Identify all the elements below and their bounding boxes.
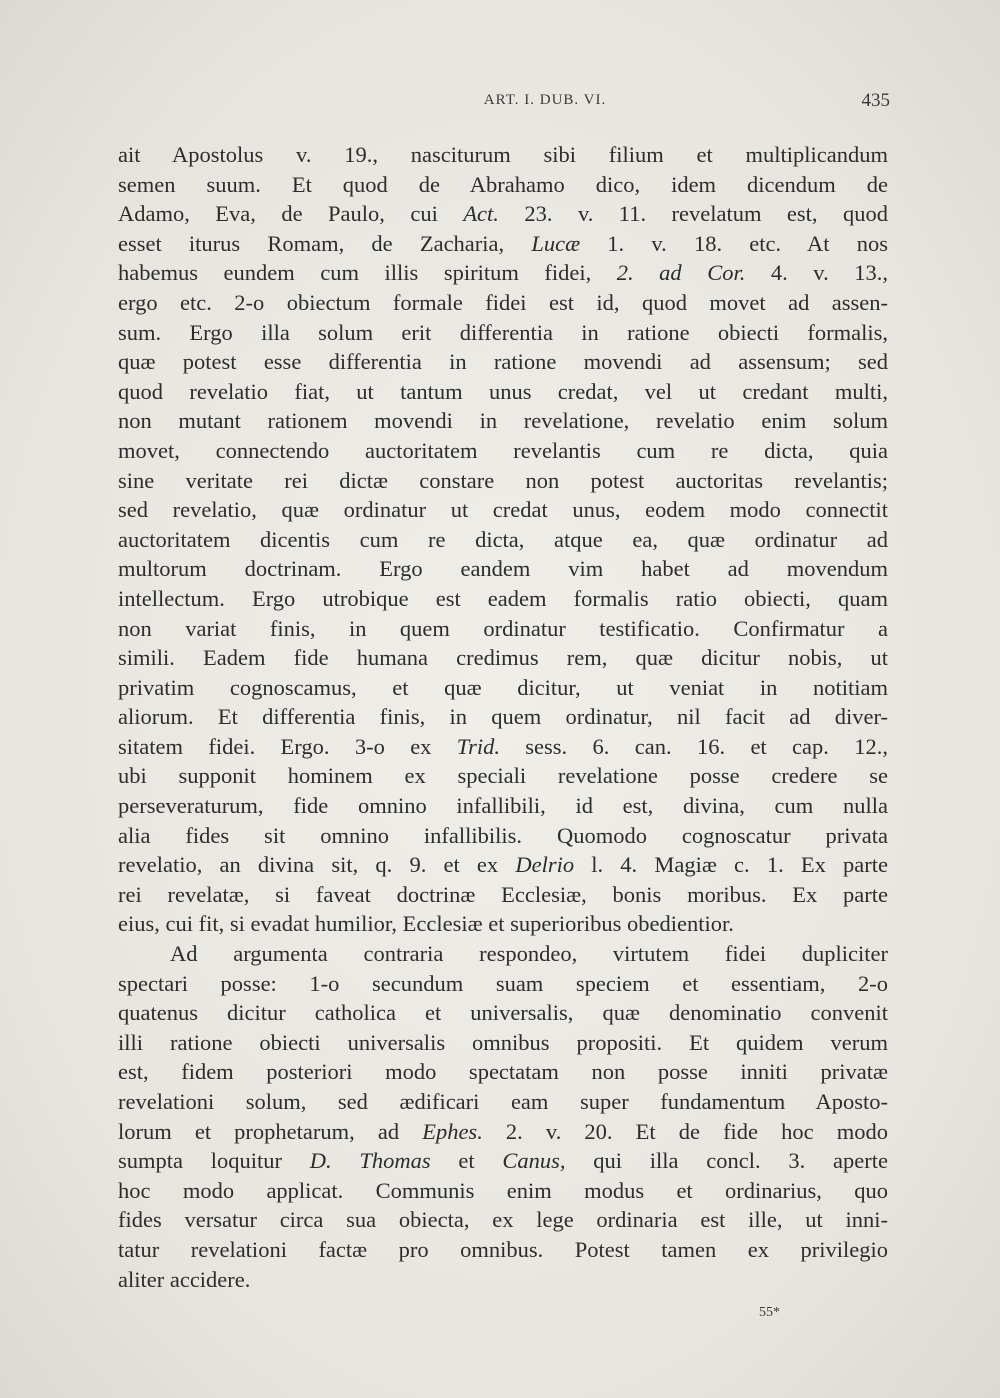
text-line	[118, 347, 888, 377]
paragraph-1	[118, 140, 888, 939]
text-run: non variat finis, in quem ordinatur testificatio. Confirmatur a	[118, 615, 888, 641]
page-number: 435	[861, 90, 890, 111]
text-line	[118, 1087, 888, 1117]
text-run: sess. 6. can. 16. et cap. 12.,	[499, 733, 888, 759]
text-line	[118, 1146, 888, 1176]
text-line	[118, 702, 888, 732]
text-line	[118, 939, 888, 969]
text-run: rei revelatæ, si faveat doctrinæ Ecclesiæ, bonis moribus. Ex parte	[118, 881, 888, 907]
text-run: non mutant rationem movendi in revelatione, revelatio enim solum	[118, 408, 888, 434]
italic-citation: Act.	[463, 201, 499, 227]
text-line	[118, 614, 888, 644]
text-line	[118, 140, 888, 170]
text-line	[118, 554, 888, 584]
text-run: aliorum. Et differentia finis, in quem ordinatur, nil facit ad diver-	[118, 704, 888, 730]
text-run: tatur revelationi factæ pro omnibus. Potest tamen ex privilegio	[118, 1236, 888, 1262]
text-run: quæ potest esse differentia in ratione movendi ad assensum; sed	[118, 349, 888, 375]
text-run: Ad argumenta contraria respondeo, virtutem fidei dupliciter	[170, 941, 888, 967]
text-run: esset iturus Romam, de Zacharia,	[118, 230, 532, 256]
text-run: revelationi solum, sed ædificari eam super fundamentum Aposto-	[118, 1089, 888, 1114]
text-line	[118, 229, 888, 259]
text-run: intellectum. Ergo utrobique est eadem formalis ratio obiecti, quam	[118, 585, 888, 611]
text-line	[118, 1205, 888, 1235]
italic-citation: 2. ad Cor.	[616, 260, 746, 286]
text-run: 2. v. 20. Et de fide hoc modo	[482, 1118, 888, 1144]
text-run: ait Apostolus v. 19., nasciturum sibi filium et multiplicandum	[118, 142, 888, 167]
text-run: hoc modo applicat. Communis enim modus et ordinarius, quo	[118, 1177, 888, 1203]
text-run: illi ratione obiecti universalis omnibus propositi. Et quidem verum	[118, 1029, 888, 1055]
text-line	[118, 406, 888, 436]
text-run: sumpta loquitur	[118, 1148, 310, 1174]
text-line	[118, 377, 888, 407]
text-line	[118, 199, 888, 229]
text-line	[118, 969, 888, 999]
text-run: et	[430, 1148, 503, 1174]
text-run: auctoritatem dicentis cum re dicta, atque ea, quæ ordinatur ad	[118, 526, 888, 552]
italic-citation: Lucæ	[531, 230, 581, 256]
text-run: simili. Eadem fide humana credimus rem, quæ dicitur nobis, ut	[118, 645, 888, 671]
text-run: ergo etc. 2-o obiectum formale fidei est id, quod movet ad assen-	[118, 289, 888, 315]
text-run: quod revelatio fiat, ut tantum unus credat, vel ut credant multi,	[118, 378, 888, 404]
text-line	[118, 1265, 888, 1295]
italic-citation: Delrio	[515, 852, 575, 878]
text-line	[118, 258, 888, 288]
text-run: habemus eundem cum illis spiritum fidei,	[118, 260, 617, 286]
text-run: est, fidem posteriori modo spectatam non posse inniti privatæ	[118, 1059, 888, 1085]
text-run: Adamo, Eva, de Paulo, cui	[118, 201, 464, 227]
text-run: sitatem fidei. Ergo. 3-o ex	[118, 733, 457, 759]
text-line	[118, 288, 888, 318]
text-line	[118, 436, 888, 466]
text-line	[118, 170, 888, 200]
text-line	[118, 998, 888, 1028]
text-run: lorum et prophetarum, ad	[118, 1118, 423, 1144]
text-line	[118, 1235, 888, 1265]
text-line	[118, 584, 888, 614]
text-line	[118, 643, 888, 673]
paragraph-2	[118, 939, 888, 1294]
text-line	[118, 318, 888, 348]
text-run: quatenus dicitur catholica et universalis, quæ denominatio convenit	[118, 1000, 888, 1026]
text-run: sum. Ergo illa solum erit differentia in ratione obiecti formalis,	[118, 319, 888, 345]
text-run: movet, connectendo auctoritatem revelantis cum re dicta, quia	[118, 437, 888, 463]
text-run: multorum doctrinam. Ergo eandem vim habet ad movendum	[118, 556, 888, 582]
text-line	[118, 791, 888, 821]
text-run: ubi supponit hominem ex speciali revelatione posse credere se	[118, 763, 888, 789]
running-head	[120, 92, 890, 116]
text-run: aliter accidere.	[118, 1266, 251, 1292]
italic-citation: Canus,	[502, 1148, 566, 1174]
text-line	[118, 850, 888, 880]
text-line	[118, 880, 888, 910]
italic-citation: Ephes.	[422, 1118, 483, 1144]
text-run: eius, cui fit, si evadat humilior, Ecclesiæ et superioribus obedientior.	[118, 911, 734, 937]
text-line	[118, 673, 888, 703]
text-line	[118, 495, 888, 525]
text-run: perseveraturum, fide omnino infallibili, id est, divina, cum nulla	[118, 793, 888, 819]
running-head-title: ART. I. DUB. VI.	[483, 92, 607, 108]
text-line	[118, 821, 888, 851]
italic-citation: D. Thomas	[309, 1148, 431, 1174]
text-line	[118, 1057, 888, 1087]
text-run: 4. v. 13.,	[745, 260, 888, 286]
text-run: revelatio, an divina sit, q. 9. et ex	[118, 852, 516, 878]
italic-citation: Trid.	[456, 733, 500, 759]
text-run: fides versatur circa sua obiecta, ex lege ordinaria est ille, ut inni-	[118, 1207, 888, 1233]
text-line	[118, 1028, 888, 1058]
text-run: qui illa concl. 3. aperte	[565, 1148, 888, 1174]
text-run: privatim cognoscamus, et quæ dicitur, ut veniat in notitiam	[118, 674, 888, 700]
text-run: sed revelatio, quæ ordinatur ut credat unus, eodem modo connectit	[118, 497, 888, 523]
body-text	[118, 140, 888, 1294]
text-run: alia fides sit omnino infallibilis. Quomodo cognoscatur privata	[118, 822, 888, 848]
text-line	[118, 466, 888, 496]
text-line	[118, 732, 888, 762]
text-line	[118, 1176, 888, 1206]
text-line	[118, 761, 888, 791]
text-run: 23. v. 11. revelatum est, quod	[498, 201, 889, 227]
text-line	[118, 525, 888, 555]
text-run: semen suum. Et quod de Abrahamo dico, idem dicendum de	[118, 171, 888, 197]
signature-mark: 55*	[759, 1305, 780, 1320]
text-line	[118, 1117, 888, 1147]
text-run: l. 4. Magiæ c. 1. Ex parte	[574, 852, 889, 878]
text-run: sine veritate rei dictæ constare non potest auctoritas revelantis;	[118, 467, 888, 493]
text-line	[118, 909, 888, 939]
text-run: spectari posse: 1-o secundum suam speciem et essentiam, 2-o	[118, 970, 888, 996]
text-run: 1. v. 18. etc. At nos	[580, 230, 889, 256]
